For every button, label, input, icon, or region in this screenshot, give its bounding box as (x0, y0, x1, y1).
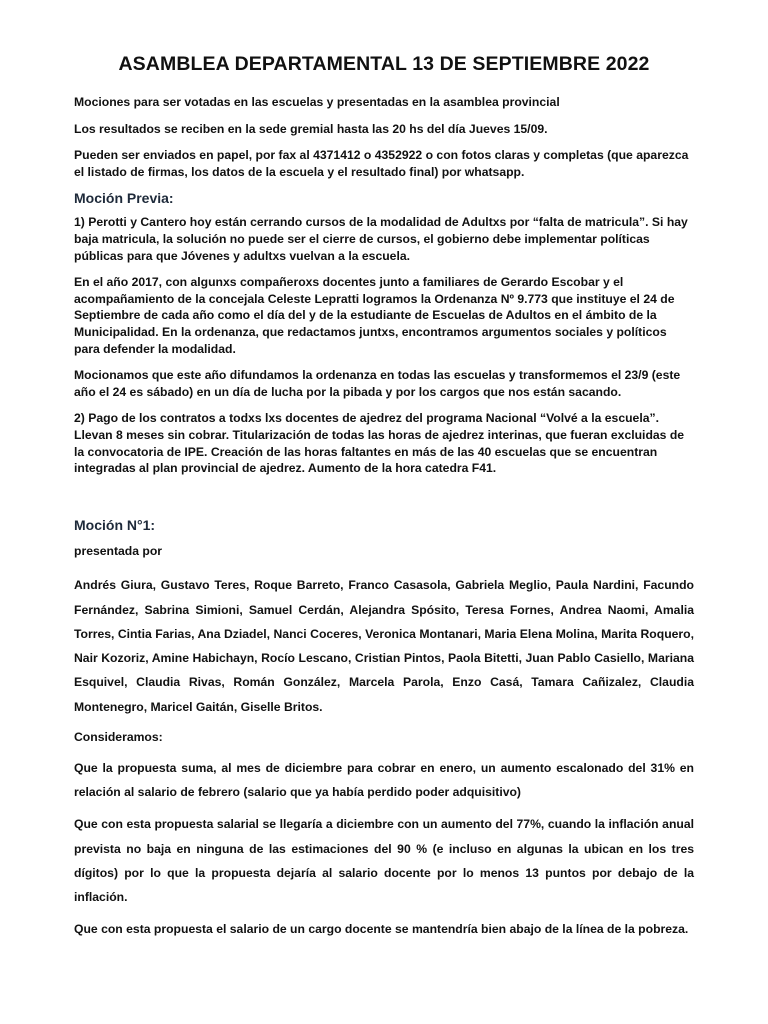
signatories-list: Andrés Giura, Gustavo Teres, Roque Barreto, Franco Casasola, Gabriela Meglio, Paula Nardini, Facundo Fernández, Sabrina Simioni, Samuel Cerdán, Alejandra Spósito, Teresa Fornes, Andrea Naomi, Amalia Torres, Cintia Farias, Ana Dziadel, Nanci Coceres, Veronica Montanari, Maria Elena Molina, Marita Roquero, Nair Kozoriz, Amine Habichayn, Rocío Lescano, Cristian Pintos, Paola Bitetti, Juan Pablo Casiello, Mariana Esquivel, Claudia Rivas, Román González, Marcela Parola, Enzo Casá, Tamara Cañizalez, Claudia Montenegro, Maricel Gaitán, Giselle Britos. (74, 578, 694, 714)
intro-line-deadline: Los resultados se reciben en la sede gremial hasta las 20 hs del día Jueves 15/09. (74, 121, 548, 136)
mocion-1-heading: Moción N°1: (74, 516, 156, 533)
mocion-previa-paragraph-1: 1) Perotti y Cantero hoy están cerrando cursos de la modalidad de Adultxs por “falta de matricula”. Si hay baja matricula, la solución no puede ser el cierre de cursos, el gobierno debe implementar políticas públicas para que Jóvenes y adultxs vuelvan a la escuela. (74, 215, 688, 263)
considering-label: Consideramos: (74, 730, 163, 745)
consideration-point-1: Que la propuesta suma, al mes de diciembre para cobrar en enero, un aumento escalonado del 31% en relación al salario de febrero (salario que ya había perdido poder adquisitivo) (74, 760, 694, 799)
consideration-point-3: Que con esta propuesta el salario de un cargo docente se mantendría bien abajo de la línea de la pobreza. (74, 922, 689, 937)
intro-line-motions: Mociones para ser votadas en las escuelas y presentadas en la asamblea provincial (74, 95, 560, 109)
document-title: ASAMBLEA DEPARTAMENTAL 13 DE SEPTIEMBRE 2022 (118, 53, 650, 75)
mocion-previa-paragraph-4: 2) Pago de los contratos a todxs lxs docentes de ajedrez del programa Nacional “Volvé a la escuela”. Llevan 8 meses sin cobrar. Titularización de todas las horas de ajedrez interinas, que fueran excluidas de la convocatoria de IPE. Creación de las horas faltantes en más de las 40 escuelas que se encuentran integradas al plan provincial de ajedrez. Aumento de la hora catedra F41. (74, 411, 685, 476)
intro-line-submission: Pueden ser enviados en papel, por fax al 4371412 o 4352922 o con fotos claras y completas (que aparezca el listado de firmas, los datos de la escuela y el resultado final) por whatsapp. (74, 148, 689, 179)
mocion-previa-paragraph-2: En el año 2017, con algunxs compañeroxs docentes junto a familiares de Gerardo Escobar y el acompañamiento de la concejala Celeste Lepratti logramos la Ordenanza Nº 9.773 que instituye el 24 de Septiembre de cada año como el día del y de la estudiante de Escuelas de Adultos en el ámbito de la Municipalidad. En la ordenanza, que redactamos juntxs, encontramos argumentos sociales y políticos para defender la modalidad. (74, 275, 675, 356)
mocion-previa-heading: Moción Previa: (74, 190, 174, 207)
presented-by-label: presentada por (74, 543, 163, 558)
mocion-previa-paragraph-3: Mocionamos que este año difundamos la ordenanza en todas las escuelas y transformemos el 23/9 (este año el 24 es sábado) en un día de lucha por la pibada y por los cargos que nos están sacando. (74, 368, 681, 399)
consideration-point-2: Que con esta propuesta salarial se llegaría a diciembre con un aumento del 77%, cuando la inflación anual prevista no baja en ninguna de las estimaciones del 90 % (e incluso en algunas la ubican en los tres dígitos) por lo que la propuesta dejaría al salario docente por lo menos 13 puntos por debajo de la inflación. (74, 817, 694, 905)
